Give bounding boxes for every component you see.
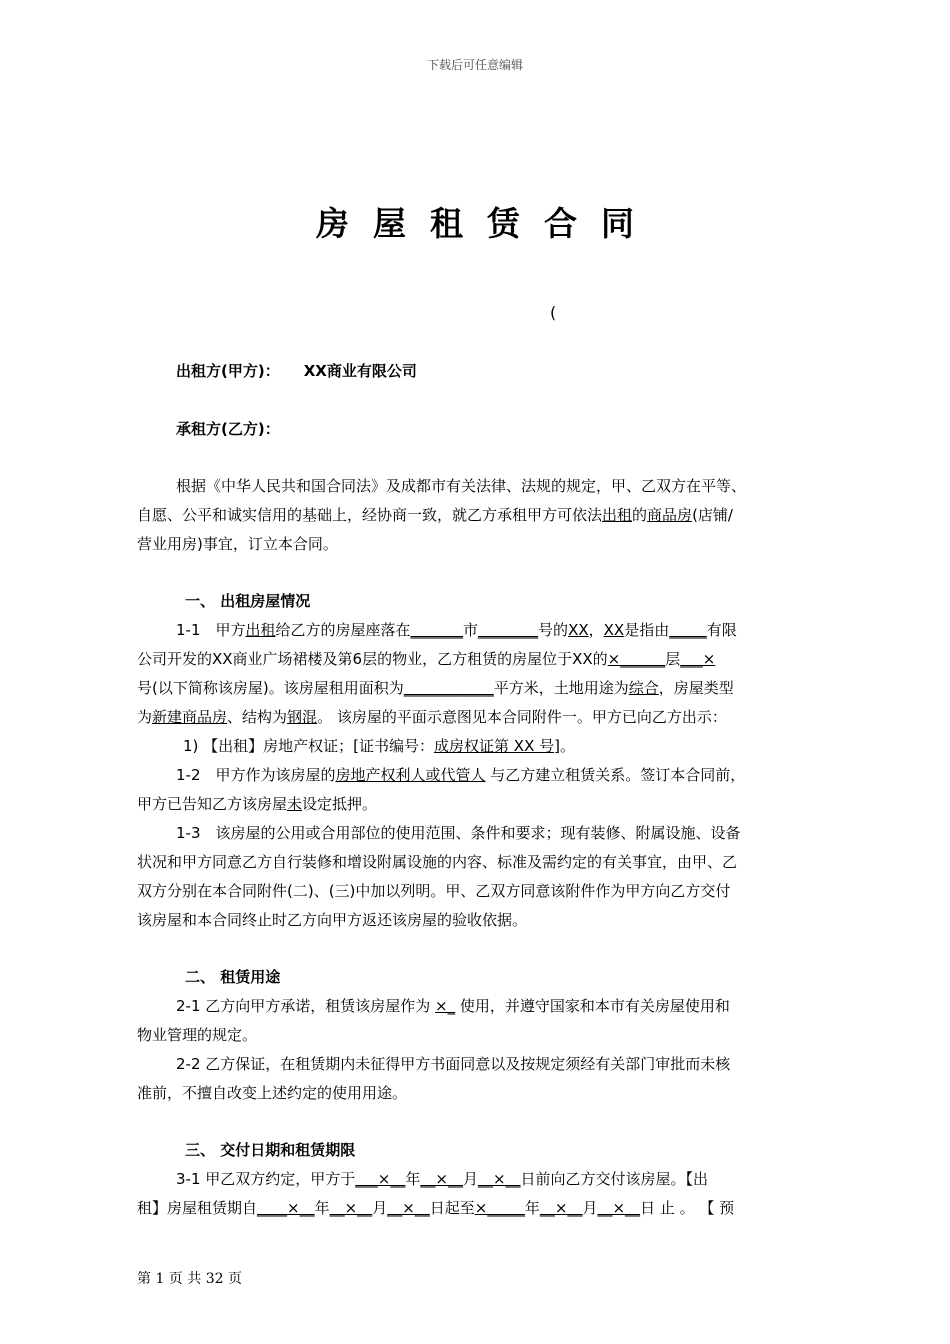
clause-2-1-line-1: 2-1 乙方向甲方承诺，租赁该房屋作为 ×_ 使用，并遵守国家和本市有关房屋使用和 [176, 997, 730, 1015]
clause-3-1-line-2: 租】房屋租赁期自____×__年__×__月__×__日起至×_____年__×__月__×__日 止 。 【 预 [137, 1199, 735, 1217]
preamble-line-3: 营业用房)事宜，订立本合同。 [137, 535, 338, 553]
lessor-label: 出租方(甲方)： [176, 362, 280, 380]
section-2-heading: 二、 租赁用途 [185, 968, 281, 986]
clause-2-2-line-1: 2-2 乙方保证，在租赁期内未征得甲方书面同意以及按规定须经有关部门审批而未核 [176, 1055, 731, 1073]
clause-1-3-line-3: 双方分别在本合同附件(二)、(三)中加以列明。甲、乙双方同意该附件作为甲方向乙方交付 [137, 882, 731, 900]
stray-parenthesis: ( [550, 303, 557, 322]
certificate-line: 1) 【出租】房地产权证；[证书编号：成房权证第 XX 号]。 [183, 737, 575, 755]
document-title: 房屋租赁合同 [316, 204, 658, 243]
header-note: 下载后可任意编辑 [426, 58, 523, 72]
preamble-line-2: 自愿、公平和诚实信用的基础上，经协商一致，就乙方承租甲方可依法出租的商品房(店铺/ [137, 506, 733, 524]
section-3-heading: 三、 交付日期和租赁期限 [185, 1141, 356, 1159]
clause-1-1-line-2: 公司开发的XX商业广场裙楼及第6层的物业，乙方租赁的房屋位于XX的×______层___× [137, 650, 716, 668]
clause-1-1-line-1: 1-1 甲方出租给乙方的房屋座落在_______市________号的XX，XX是指由_____有限 [176, 621, 737, 639]
clause-1-2-line-2: 甲方已告知乙方该房屋未设定抵押。 [137, 795, 378, 813]
clause-1-1-line-3: 号(以下简称该房屋)。该房屋租用面积为____________平方米，土地用途为综合，房屋类型 [137, 679, 734, 697]
page-footer: 第 1 页 共 32 页 [137, 1271, 242, 1287]
clause-2-2-line-2: 准前，不擅自改变上述约定的使用用途。 [137, 1084, 408, 1102]
clause-1-3-line-1: 1-3 该房屋的公用或合用部位的使用范围、条件和要求；现有装修、附属设施、设备 [176, 824, 741, 842]
lessee-line [176, 418, 280, 439]
lessor-value: XX商业有限公司 [303, 362, 417, 380]
clause-1-3-line-2: 状况和甲方同意乙方自行装修和增设附属设施的内容、标准及需约定的有关事宜，由甲、乙 [137, 853, 738, 871]
preamble-line-1: 根据《中华人民共和国合同法》及成都市有关法律、法规的规定，甲、乙双方在平等、 [176, 477, 747, 495]
section-1-heading: 一、 出租房屋情况 [185, 592, 311, 610]
clause-1-2-line-1: 1-2 甲方作为该房屋的房地产权利人或代管人 与乙方建立租赁关系。签订本合同前， [176, 766, 746, 784]
clause-1-3-line-4: 该房屋和本合同终止时乙方向甲方返还该房屋的验收依据。 [137, 911, 528, 929]
clause-1-1-line-4: 为新建商品房、结构为钢混。 该房屋的平面示意图见本合同附件一。甲方已向乙方出示： [137, 708, 727, 726]
lessee-label: 承租方(乙方)： [176, 420, 280, 438]
clause-2-1-line-2: 物业管理的规定。 [137, 1026, 258, 1044]
lessor-line [176, 360, 417, 381]
clause-3-1-line-1: 3-1 甲乙双方约定，甲方于___×__年__×__月__×__日前向乙方交付该房屋。【出 [176, 1170, 709, 1188]
